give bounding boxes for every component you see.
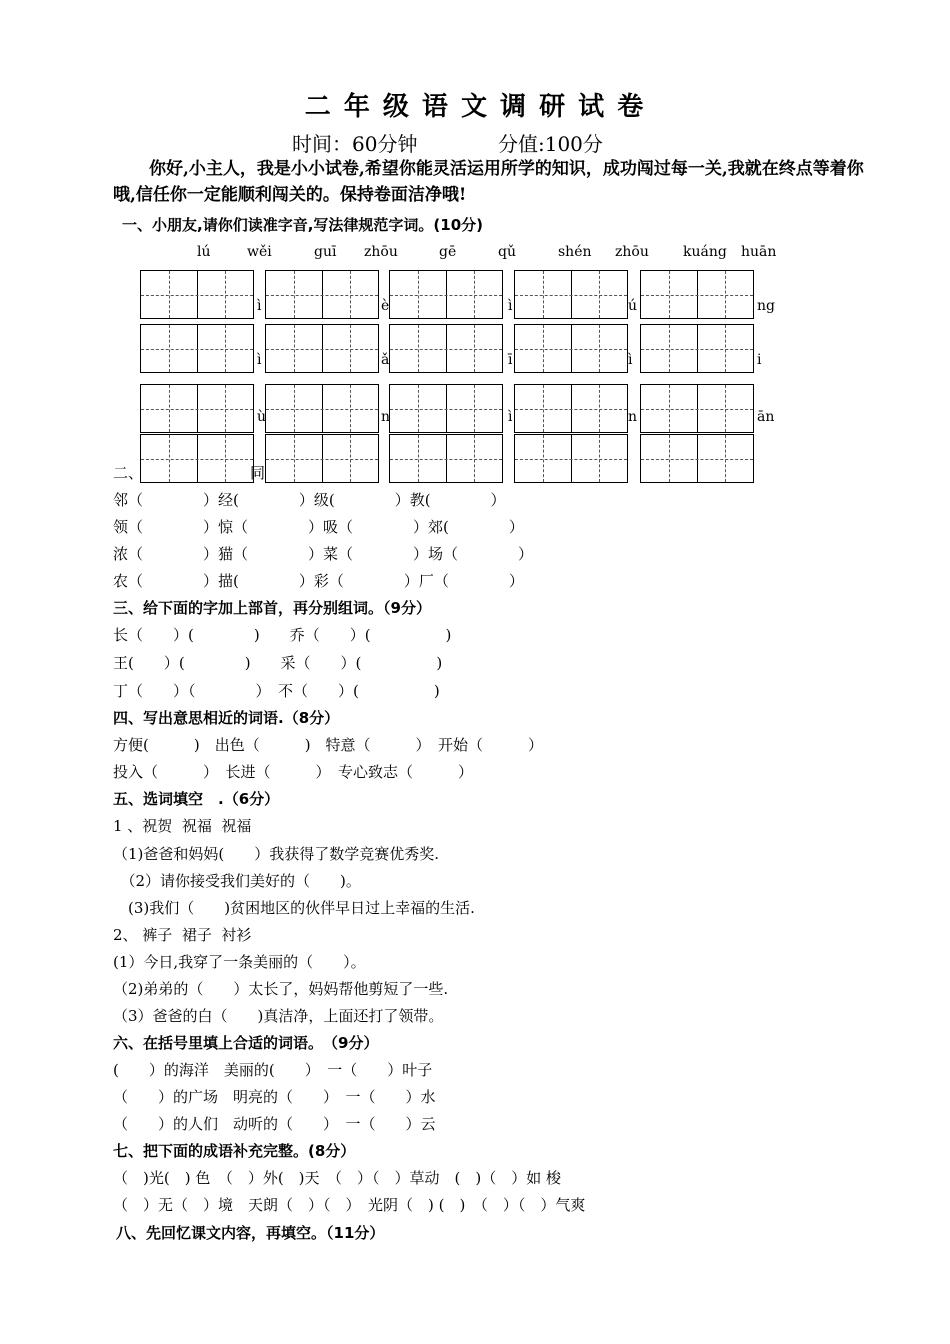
grid-guide-line: [141, 349, 253, 350]
pinyin-fragment: ù: [257, 409, 267, 425]
writing-box[interactable]: [640, 270, 754, 319]
page-title: 二 年 级 语 文 调 研 试 卷: [304, 92, 646, 122]
writing-box[interactable]: [514, 384, 628, 433]
time-label: 时间：60分钟: [292, 132, 418, 156]
pinyin-fragment: ī: [508, 352, 513, 368]
grid-guide-line: [515, 349, 627, 350]
pinyin-fragment: ì: [257, 352, 262, 368]
section4-heading: 四、写出意思相近的词语.（8分）: [113, 709, 340, 727]
pinyin-fragment: è: [381, 298, 390, 314]
writing-box[interactable]: [140, 324, 254, 373]
grid-guide-line: [515, 459, 627, 460]
writing-box[interactable]: [389, 384, 503, 433]
section5-row: （3）爸爸的白（ )真洁净，上面还打了领带。: [113, 1007, 444, 1025]
section5-row: (3)我们（ )贫困地区的伙伴早日过上幸福的生活.: [113, 899, 475, 917]
pinyin-fragment: ú: [628, 298, 638, 314]
section4-row: 投入（ ） 长进（ ） 专心致志（ ）: [113, 763, 474, 781]
grid-guide-line: [266, 295, 378, 296]
grid-guide-line: [641, 459, 753, 460]
grid-guide-line: [266, 349, 378, 350]
pinyin-zhou: zhōu: [364, 244, 398, 260]
section2-row: 领（ ）惊（ ）吸（ ）郊( ）: [113, 518, 524, 536]
score-label: 分值:100分: [498, 132, 603, 156]
writing-box[interactable]: [265, 324, 379, 373]
grid-guide-line: [390, 295, 502, 296]
grid-guide-line: [390, 349, 502, 350]
section3-row: 长（ ）( ) 乔（ ）( ): [113, 626, 452, 644]
section3-heading: 三、给下面的字加上部首，再分别组词。（9分）: [113, 599, 431, 617]
pinyin-huan: huān: [741, 244, 777, 260]
section6-row: ( ）的海洋 美丽的( ） 一（ ）叶子: [113, 1061, 433, 1079]
section5-row: （2)弟弟的（ ）太长了，妈妈帮他剪短了一些.: [113, 980, 449, 998]
grid-guide-line: [141, 459, 253, 460]
writing-box[interactable]: [140, 434, 254, 483]
section7-row: （ )光( ) 色 （ ）外( )天 （ ）（ ）草动 ( )（ ）如 梭: [113, 1169, 562, 1187]
intro-text: 你好,小主人，我是小小试卷,希望你能灵活运用所学的知识，成功闯过每一关,我就在终点等着你哦,信任你一定能顺利闯关的。保持卷面洁净哦!: [113, 159, 864, 205]
pinyin-fragment: ì: [628, 352, 633, 368]
section6-heading: 六、在括号里填上合适的词语。 （9分）: [113, 1034, 379, 1052]
grid-guide-line: [515, 409, 627, 410]
section2-heading-fragment2: 同: [250, 464, 266, 482]
pinyin-wei: wěi: [247, 244, 272, 260]
writing-box[interactable]: [389, 324, 503, 373]
section3-row: 丁（ ）（ ） 不（ ）( ): [113, 682, 440, 700]
writing-box[interactable]: [640, 434, 754, 483]
pinyin-fragment: ǎ: [381, 352, 390, 368]
writing-box[interactable]: [514, 324, 628, 373]
section4-row: 方便( ) 出色（ ) 特意（ ） 开始（ ）: [113, 736, 544, 754]
writing-box[interactable]: [389, 434, 503, 483]
grid-guide-line: [641, 349, 753, 350]
pinyin-ge: gē: [439, 244, 457, 260]
grid-guide-line: [141, 295, 253, 296]
writing-box[interactable]: [265, 434, 379, 483]
grid-guide-line: [390, 409, 502, 410]
grid-guide-line: [641, 409, 753, 410]
grid-guide-line: [390, 459, 502, 460]
pinyin-kuang: kuáng: [683, 244, 727, 260]
section5-row: 2、 裤子 裙子 衬衫: [113, 926, 252, 944]
pinyin-fragment: ng: [757, 298, 775, 314]
writing-box[interactable]: [265, 270, 379, 319]
grid-guide-line: [641, 295, 753, 296]
section6-row: （ ）的人们 动听的（ ） 一（ ）云: [113, 1115, 436, 1133]
pinyin-fragment: ì: [508, 409, 513, 425]
writing-box[interactable]: [140, 270, 254, 319]
pinyin-qu: qǔ: [498, 244, 516, 260]
pinyin-shen: shén: [558, 244, 592, 260]
section7-heading: 七、把下面的成语补充完整。(8分）: [113, 1142, 356, 1160]
section5-row: 1 、祝贺 祝福 祝福: [113, 817, 252, 835]
grid-guide-line: [141, 409, 253, 410]
pinyin-zhou2: zhōu: [615, 244, 649, 260]
grid-guide-line: [515, 295, 627, 296]
grid-guide-line: [266, 409, 378, 410]
section2-row: 浓（ ）猫（ ）菜（ ）场（ ）: [113, 545, 534, 563]
section2-heading-fragment: 二、: [113, 464, 144, 482]
section7-row: （ ）无（ ）境 天朗（ ）（ ） 光阴（ ) ( ) （ ）（ ）气爽: [113, 1196, 586, 1214]
pinyin-fragment: n: [628, 409, 638, 425]
writing-box[interactable]: [389, 270, 503, 319]
pinyin-fragment: i: [757, 352, 762, 368]
section5-row: （1)爸爸和妈妈( ）我获得了数学竞赛优秀奖.: [113, 845, 440, 863]
writing-box[interactable]: [140, 384, 254, 433]
section5-row: (1）今日,我穿了一条美丽的（ ）。: [113, 953, 366, 971]
pinyin-lu: lú: [197, 244, 211, 260]
grid-guide-line: [266, 459, 378, 460]
writing-box[interactable]: [514, 434, 628, 483]
pinyin-fragment: n: [381, 409, 391, 425]
pinyin-fragment: ì: [257, 298, 262, 314]
section1-heading: 一、小朋友,请你们读准字音,写法律规范字词。(10分): [122, 216, 483, 234]
writing-box[interactable]: [640, 324, 754, 373]
section6-row: （ ）的广场 明亮的（ ） 一（ ）水: [113, 1088, 436, 1106]
section5-row: （2）请你接受我们美好的（ )。: [113, 872, 361, 890]
section5-heading: 五、选词填空 .（6分）: [113, 790, 280, 808]
section3-row: 王( ）( ) 采（ ）( ): [113, 654, 443, 672]
section2-row: 农（ ）描( ）彩（ ）厂（ ）: [113, 572, 524, 590]
writing-box[interactable]: [640, 384, 754, 433]
writing-box[interactable]: [514, 270, 628, 319]
pinyin-gui: guī: [314, 244, 337, 260]
writing-box[interactable]: [265, 384, 379, 433]
pinyin-fragment: ān: [757, 409, 775, 425]
pinyin-fragment: ì: [508, 298, 513, 314]
section8-heading: 八、先回忆课文内容，再填空。（11分）: [116, 1224, 385, 1242]
section2-row: 邻（ ）经( ）级( ）教( ）: [113, 491, 506, 509]
